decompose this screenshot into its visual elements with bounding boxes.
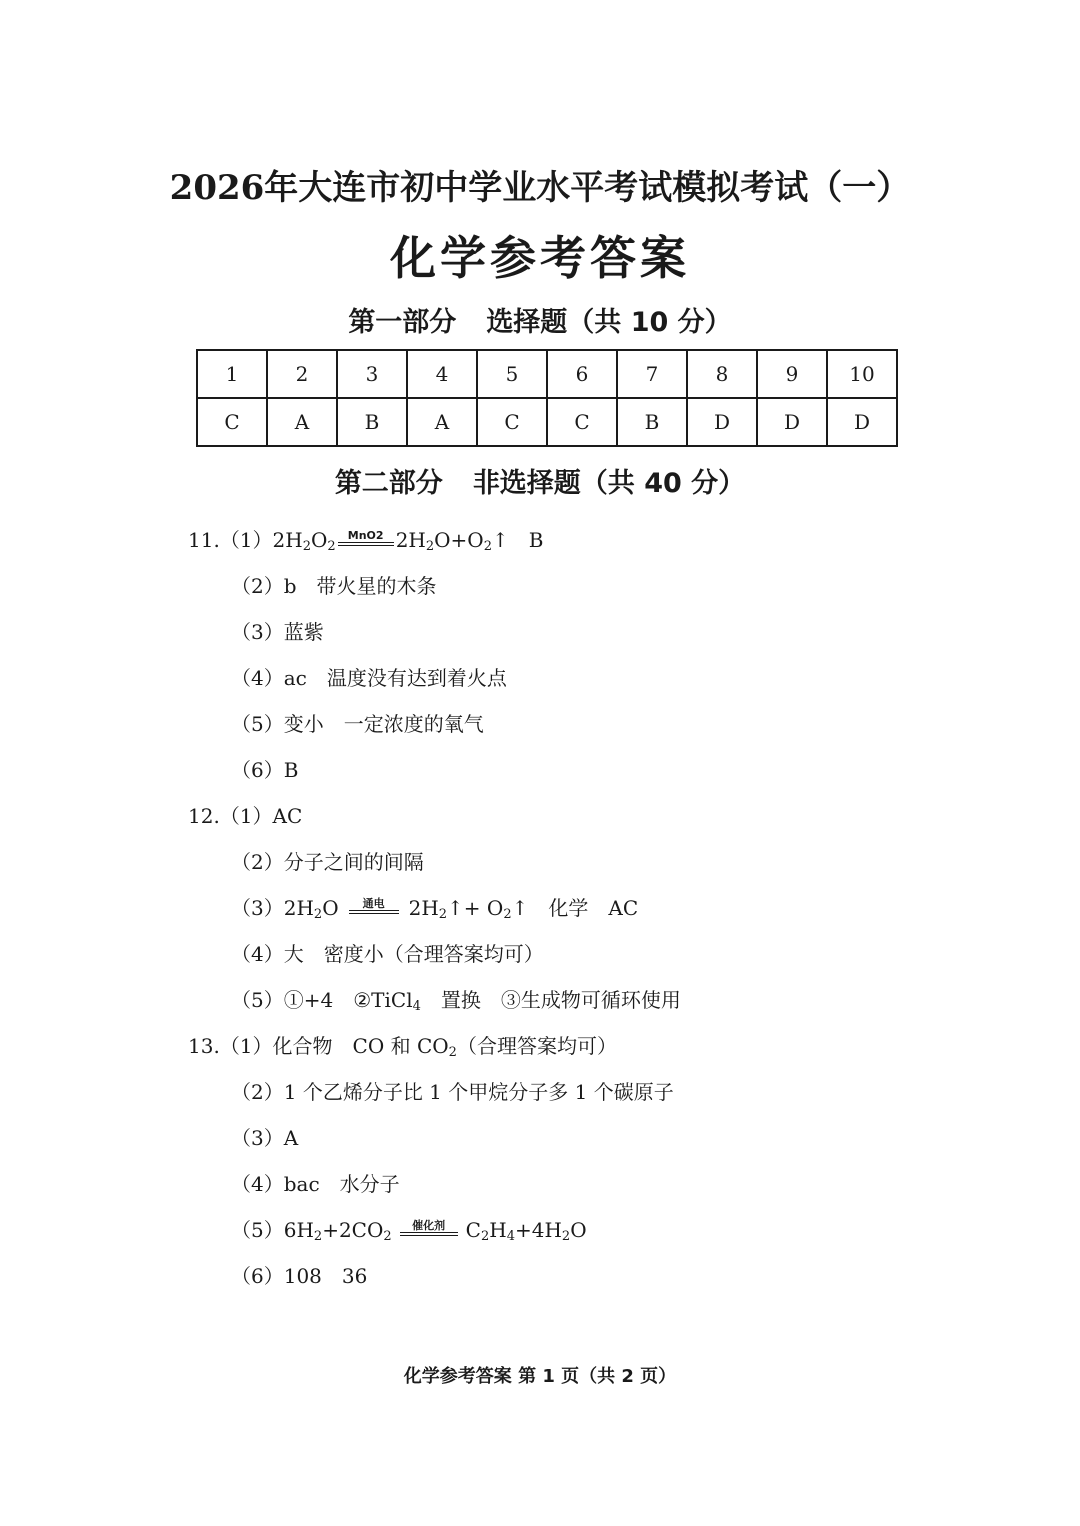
formula-text: 2H: [283, 896, 314, 920]
table-cell: A: [407, 398, 477, 446]
subscript: 2: [480, 1229, 490, 1244]
formula-text: ↑: [511, 896, 529, 920]
answer-text: bac: [283, 1172, 320, 1196]
formula-text: +2CO: [322, 1218, 384, 1242]
table-cell: 1: [197, 350, 267, 398]
subscript: 2: [483, 539, 492, 554]
table-cell: 7: [617, 350, 687, 398]
question-number: 12.: [188, 804, 220, 828]
answer-text: 大: [283, 942, 304, 966]
answer-text: 带火星的木条: [316, 574, 437, 598]
answer-text: AC: [272, 804, 303, 828]
table-cell: 3: [337, 350, 407, 398]
table-cell: C: [547, 398, 617, 446]
formula-text: ↑+ O: [447, 896, 504, 920]
subscript: 2: [448, 1045, 457, 1060]
table-cell: 9: [757, 350, 827, 398]
subscript: 2: [313, 1229, 323, 1244]
formula-text: O+O: [434, 528, 484, 552]
part-label: （2）: [231, 850, 284, 874]
table-cell: 5: [477, 350, 547, 398]
formula-text: C: [465, 1218, 481, 1242]
subscript: 2: [503, 907, 512, 922]
answer-text: 化学: [548, 896, 589, 920]
table-cell: D: [757, 398, 827, 446]
q13-part5: [231, 1216, 587, 1244]
answer-text: CO 和 CO: [352, 1034, 449, 1058]
question-number: 13.: [188, 1034, 220, 1058]
answer-text: B: [528, 528, 544, 552]
answer-text: 36: [341, 1264, 368, 1288]
part-label: （1）: [219, 528, 273, 552]
q13-part6: [231, 1262, 367, 1290]
table-cell: D: [827, 398, 897, 446]
subscript: 4: [506, 1229, 515, 1244]
part-label: （3）: [231, 1126, 284, 1150]
table-cell: B: [337, 398, 407, 446]
table-cell: C: [197, 398, 267, 446]
subscript: 2: [561, 1229, 571, 1244]
table-cell: 10: [827, 350, 897, 398]
subscript: 2: [302, 539, 311, 554]
answer-text: ③生成物可循环使用: [500, 988, 681, 1012]
subscript: 2: [383, 1229, 392, 1244]
q11-part5: [231, 710, 484, 738]
q13-part1: [188, 1032, 617, 1060]
formula-text: O: [570, 1218, 587, 1242]
table-cell: B: [617, 398, 687, 446]
question-number-row: [197, 350, 897, 398]
formula-text: 2H: [272, 528, 303, 552]
q11-part3: [231, 618, 324, 646]
page-footer: 化学参考答案 第 1 页（共 2 页）: [403, 1366, 677, 1387]
subscript: 2: [327, 539, 336, 554]
part-label: （1）: [219, 1034, 273, 1058]
q12-part2: [231, 848, 424, 876]
part-label: （3）: [231, 896, 284, 920]
answer-text: 蓝紫: [283, 620, 324, 644]
condition-text: MnO2: [347, 529, 384, 542]
q12-part3: [231, 894, 638, 922]
table-cell: 4: [407, 350, 477, 398]
answer-text: 变小: [283, 712, 324, 736]
q12-part5: [231, 986, 681, 1014]
condition-text: 催化剂: [412, 1219, 446, 1232]
answer-text: 分子之间的间隔: [283, 850, 424, 874]
equals-bar: [349, 910, 399, 914]
formula-text: O: [311, 528, 328, 552]
section-heading-part1: [0, 300, 1080, 339]
table-cell: D: [687, 398, 757, 446]
part-label: （2）: [231, 574, 284, 598]
part-label: （4）: [231, 666, 284, 690]
equals-bar: [338, 542, 394, 546]
answer-text: b: [283, 574, 297, 598]
answer-text: 1 个乙烯分子比 1 个甲烷分子多 1 个碳原子: [283, 1080, 674, 1104]
formula-text: O: [322, 896, 339, 920]
part-label: （6）: [231, 758, 284, 782]
table-cell: 8: [687, 350, 757, 398]
answer-text: B: [283, 758, 299, 782]
part-label: （1）: [219, 804, 273, 828]
part-label: （4）: [231, 1172, 284, 1196]
reaction-condition: [400, 1219, 458, 1240]
answer-text: A: [283, 1126, 299, 1150]
q11-part4: [231, 664, 507, 692]
table-cell: C: [477, 398, 547, 446]
answer-text: 置换: [440, 988, 481, 1012]
subscript: 2: [425, 539, 435, 554]
answer-text: 温度没有达到着火点: [326, 666, 507, 690]
reaction-condition: [338, 529, 394, 550]
part-label: （5）: [231, 988, 284, 1012]
subscript: 2: [313, 907, 323, 922]
answer-text: 水分子: [339, 1172, 400, 1196]
q11-part6: [231, 756, 298, 784]
reaction-condition: [349, 897, 399, 918]
answer-text: ac: [283, 666, 307, 690]
question-number: 11.: [188, 528, 220, 552]
q11-part1: [188, 526, 543, 554]
answer-text: 密度小（合理答案均可）: [323, 942, 544, 966]
table-cell: A: [267, 398, 337, 446]
answer-table: [196, 349, 898, 447]
answer-text: 一定浓度的氧气: [343, 712, 484, 736]
part1-title: 选择题（共 10 分）: [486, 307, 732, 338]
subscript: 4: [412, 999, 421, 1014]
part-label: （4）: [231, 942, 284, 966]
document-title: 化学参考答案: [390, 231, 690, 285]
formula-text: 2H: [408, 896, 439, 920]
q11-part2: [231, 572, 437, 600]
formula-text: H: [489, 1218, 507, 1242]
q13-part2: [231, 1078, 674, 1106]
formula-text: ↑: [491, 528, 509, 552]
answer-text: 108: [283, 1264, 322, 1288]
answer-text: （合理答案均可）: [456, 1034, 617, 1058]
answer-text: ②TiCl: [353, 988, 413, 1012]
equals-bar: [400, 1232, 458, 1236]
subscript: 2: [438, 907, 448, 922]
part-label: （6）: [231, 1264, 284, 1288]
part2-name: 第二部分: [334, 468, 443, 499]
part-label: （2）: [231, 1080, 284, 1104]
formula-text: +4H: [514, 1218, 562, 1242]
q12-part4: [231, 940, 544, 968]
part-label: （5）: [231, 712, 284, 736]
table-cell: 2: [267, 350, 337, 398]
exam-title: 2026年大连市初中学业水平考试模拟考试（一）: [169, 168, 911, 208]
table-cell: 6: [547, 350, 617, 398]
answer-row: [197, 398, 897, 446]
condition-text: 通电: [362, 897, 385, 910]
answer-text: AC: [608, 896, 639, 920]
formula-text: 2H: [395, 528, 426, 552]
q12-part1: [188, 802, 302, 830]
answer-text: ①+4: [283, 988, 334, 1012]
formula-text: 6H: [283, 1218, 314, 1242]
q13-part4: [231, 1170, 400, 1198]
section-heading-part2: [0, 461, 1080, 500]
part-label: （3）: [231, 620, 284, 644]
part1-name: 第一部分: [348, 307, 457, 338]
part2-title: 非选择题（共 40 分）: [472, 468, 746, 499]
part-label: （5）: [231, 1218, 284, 1242]
answer-text: 化合物: [272, 1034, 333, 1058]
q13-part3: [231, 1124, 298, 1152]
